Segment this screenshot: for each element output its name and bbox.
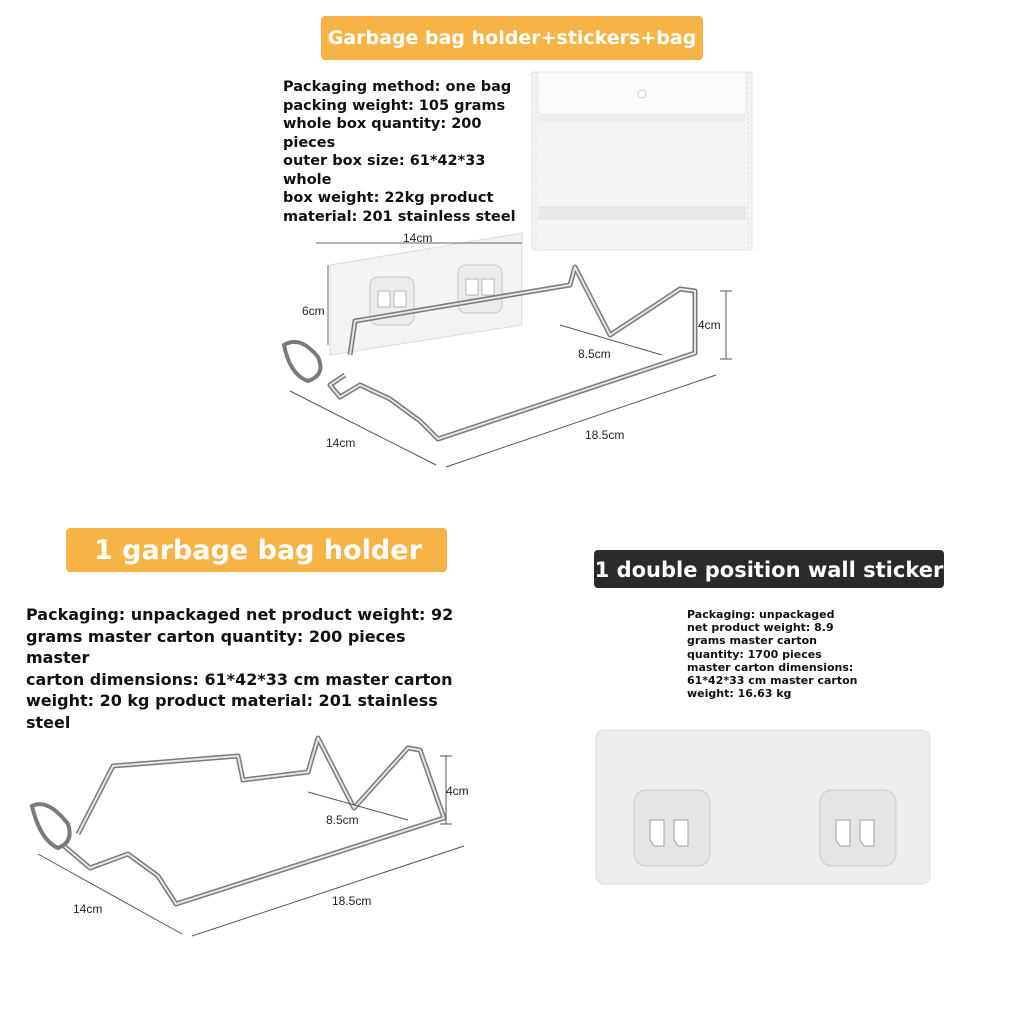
- length-label: 18.5cm: [585, 428, 625, 442]
- holder-length-label: 18.5cm: [332, 894, 372, 908]
- sticker-height-label: 6cm: [302, 304, 325, 318]
- sticker-width-label: 14cm: [403, 231, 433, 245]
- sticker-title-badge: 1 double position wall sticker: [594, 550, 944, 588]
- holder-depth-label: 14cm: [73, 902, 103, 916]
- wall-sticker-image: [594, 728, 932, 886]
- holder-notch-label: 8.5cm: [326, 813, 359, 827]
- bundle-title-badge: Garbage bag holder+stickers+bag: [321, 16, 703, 60]
- holder-title-badge: 1 garbage bag holder: [66, 528, 447, 572]
- notch-label: 8.5cm: [578, 347, 611, 361]
- holder-spec-text: Packaging: unpackaged net product weight: 92 grams master carton quantity: 200 pieces master carton dimensions: 61*42*33 cm master carton weight: 20 kg product material: 201 stainless steel: [26, 605, 454, 732]
- sticker-spec-text: Packaging: unpackaged net product weight: 8.9 grams master carton quantity: 1700 pieces master carton dimensions: 61*42*33 cm master carton weight: 16.63 kg: [687, 608, 858, 701]
- height-label: 4cm: [698, 318, 721, 332]
- depth-label: 14cm: [326, 436, 356, 450]
- holder-height-label: 4cm: [446, 784, 469, 798]
- bundle-spec-text: Packaging method: one bag packing weight: 105 grams whole box quantity: 200 pieces outer box size: 61*42*33 whole box weight: 22kg product material: 201 stainless steel: [283, 79, 516, 225]
